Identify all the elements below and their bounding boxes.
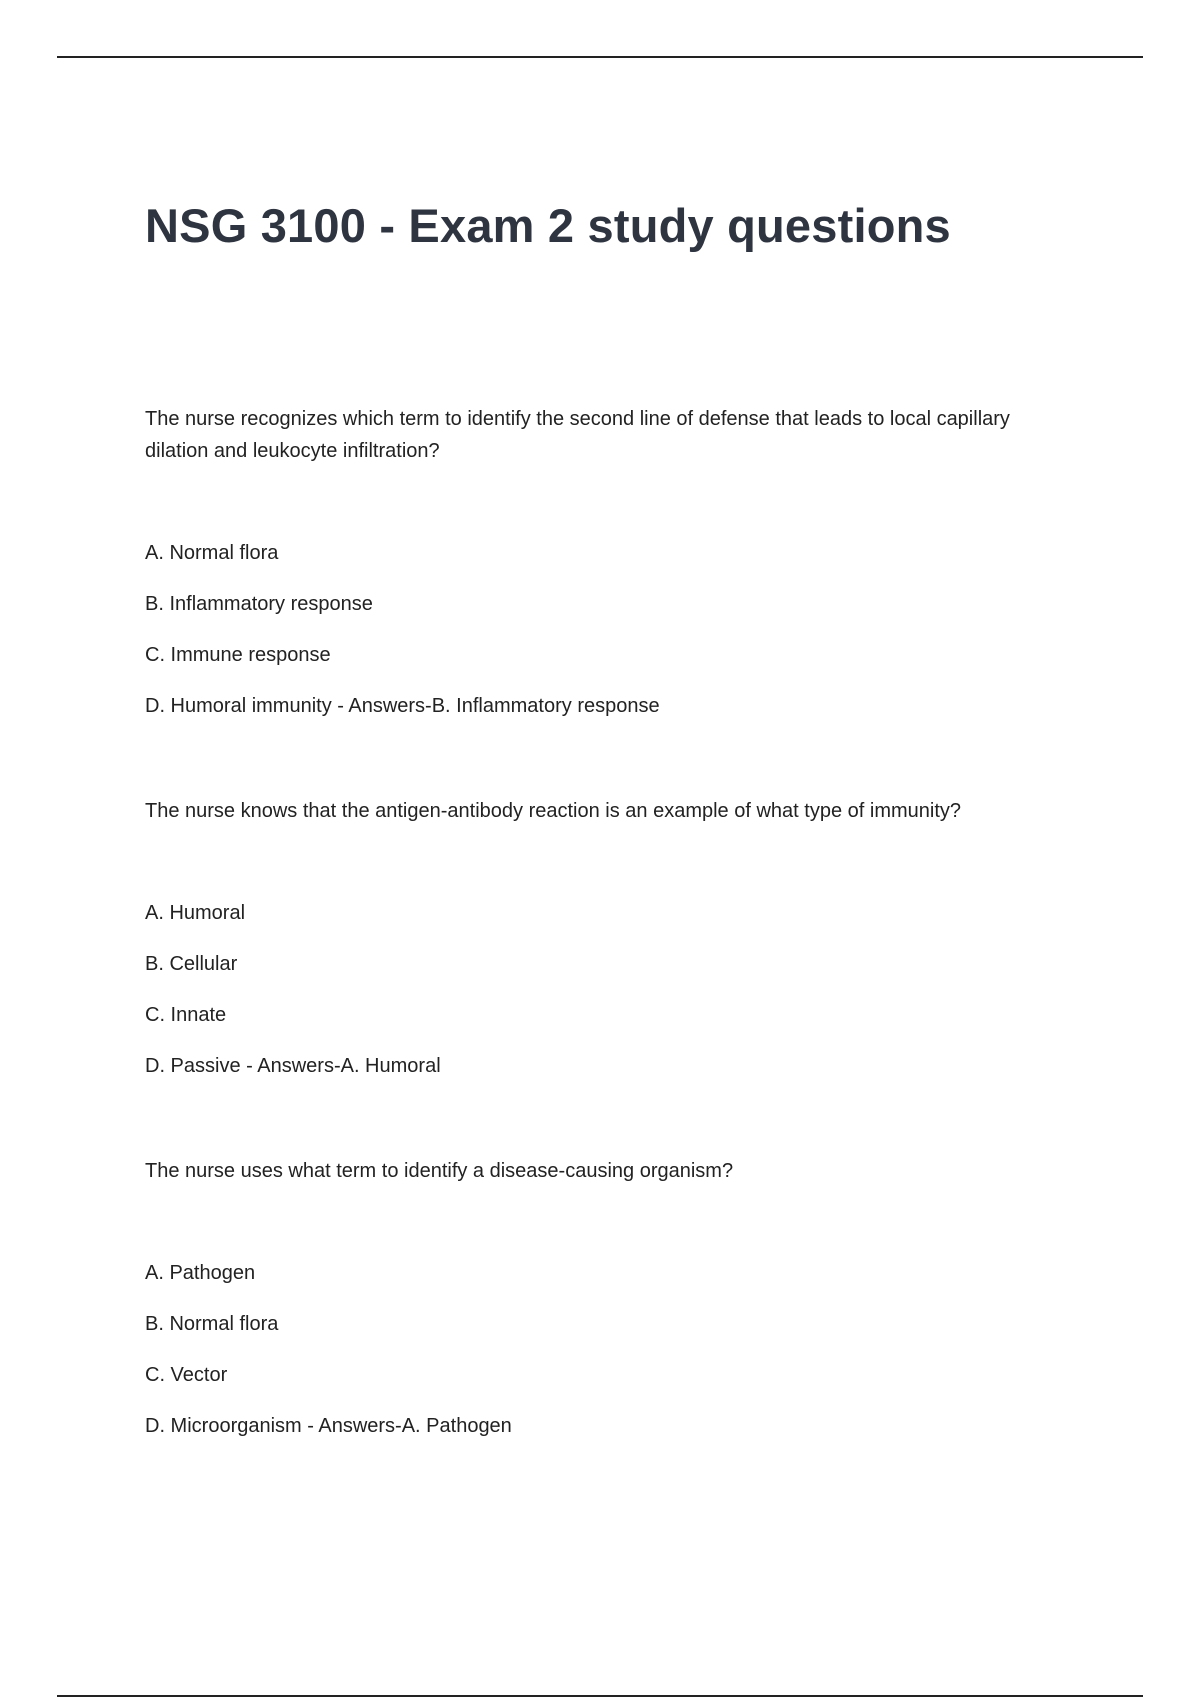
answer-option-b: B. Cellular — [145, 953, 238, 975]
answer-option-c: C. Immune response — [145, 644, 331, 666]
answer-options — [145, 1257, 1050, 1442]
answer-option-d: D. Passive - Answers-A. Humoral — [145, 1055, 441, 1077]
answer-option-a: A. Pathogen — [145, 1262, 256, 1284]
answer-option-b: B. Inflammatory response — [145, 593, 373, 615]
answer-option-c: C. Innate — [145, 1004, 227, 1026]
question-block-1 — [145, 403, 1050, 722]
question-text: The nurse knows that the antigen-antibody reaction is an example of what type of immunity? — [145, 800, 962, 822]
bottom-rule — [57, 1695, 1143, 1697]
question-text: The nurse recognizes which term to identify the second line of defense that leads to local capillary dilation and leukocyte infiltration? — [145, 408, 1010, 462]
answer-options — [145, 897, 1050, 1082]
question-block-2 — [145, 795, 1050, 1082]
answer-option-d: D. Microorganism - Answers-A. Pathogen — [145, 1415, 512, 1437]
question-text: The nurse uses what term to identify a disease-causing organism? — [145, 1160, 734, 1182]
page-title: NSG 3100 - Exam 2 study questions — [145, 199, 951, 252]
answer-option-a: A. Normal flora — [145, 542, 279, 564]
answer-options — [145, 537, 1050, 722]
answer-option-c: C. Vector — [145, 1364, 228, 1386]
top-rule — [57, 56, 1143, 58]
answer-option-a: A. Humoral — [145, 902, 246, 924]
answer-option-b: B. Normal flora — [145, 1313, 279, 1335]
answer-option-d: D. Humoral immunity - Answers-B. Inflammatory response — [145, 695, 660, 717]
question-block-3 — [145, 1155, 1050, 1442]
